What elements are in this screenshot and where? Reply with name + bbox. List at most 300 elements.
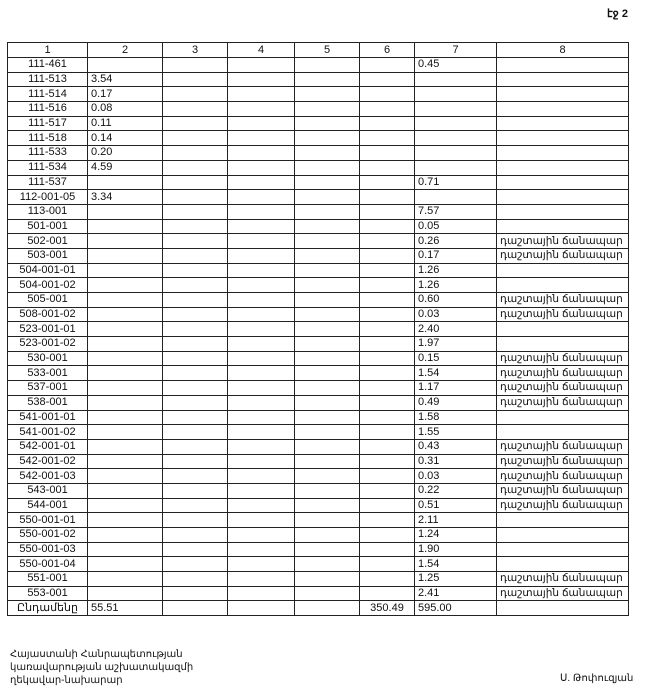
cell-c3	[163, 278, 228, 293]
cell-c5	[295, 381, 360, 396]
cell-c2	[88, 454, 163, 469]
cell-c2	[88, 307, 163, 322]
cell-c8	[497, 528, 629, 543]
cell-c1: 502-001	[8, 234, 88, 249]
cell-c5	[295, 469, 360, 484]
cell-c8	[497, 204, 629, 219]
cell-c5	[295, 425, 360, 440]
cell-c8	[497, 425, 629, 440]
cell-c1: 111-518	[8, 131, 88, 146]
signatory-line-1: Հայաստանի Հանրապետության	[10, 649, 183, 660]
cell-c7: 1.26	[415, 263, 497, 278]
cell-c5	[295, 395, 360, 410]
cell-c2: 0.20	[88, 146, 163, 161]
table-row	[8, 263, 629, 278]
cell-c8	[497, 542, 629, 557]
cell-c5	[295, 293, 360, 308]
cell-c8: դաշտային ճանապար	[497, 351, 629, 366]
cell-c3	[163, 175, 228, 190]
cell-c6	[360, 248, 415, 263]
cell-c3	[163, 425, 228, 440]
cell-c3	[163, 190, 228, 205]
table-row	[8, 87, 629, 102]
table-row	[8, 116, 629, 131]
cell-c1: 111-534	[8, 160, 88, 175]
cell-c6	[360, 586, 415, 601]
cell-c1: 504-001-01	[8, 263, 88, 278]
cell-c7: 1.58	[415, 410, 497, 425]
table-row	[8, 58, 629, 73]
table-row	[8, 278, 629, 293]
cell-c5	[295, 513, 360, 528]
cell-c7	[415, 102, 497, 117]
cell-c5	[295, 263, 360, 278]
cell-c2	[88, 395, 163, 410]
cell-c1: 542-001-01	[8, 439, 88, 454]
cell-c7: 0.26	[415, 234, 497, 249]
table-row	[8, 351, 629, 366]
table-row	[8, 102, 629, 117]
cell-c1: 551-001	[8, 572, 88, 587]
cell-c2	[88, 248, 163, 263]
cell-c8	[497, 513, 629, 528]
cell-c6	[360, 498, 415, 513]
cell-c3	[163, 116, 228, 131]
table-row	[8, 542, 629, 557]
cell-c6	[360, 542, 415, 557]
cell-c3	[163, 483, 228, 498]
table-row	[8, 175, 629, 190]
column-header-5: 5	[295, 43, 360, 58]
cell-c3	[163, 307, 228, 322]
cell-c3	[163, 72, 228, 87]
header-row	[8, 43, 629, 58]
cell-c2	[88, 293, 163, 308]
cell-c6	[360, 410, 415, 425]
cell-c1: 111-516	[8, 102, 88, 117]
cell-c5	[295, 542, 360, 557]
cell-c3	[163, 87, 228, 102]
table-row	[8, 248, 629, 263]
cell-c3	[163, 366, 228, 381]
table-row	[8, 439, 629, 454]
cell-c4	[228, 410, 295, 425]
cell-c6	[360, 263, 415, 278]
cell-c8: դաշտային ճանապար	[497, 293, 629, 308]
cell-c6	[360, 513, 415, 528]
table-row	[8, 454, 629, 469]
cell-c5	[295, 528, 360, 543]
cell-c1: 111-537	[8, 175, 88, 190]
cell-c7: 1.17	[415, 381, 497, 396]
cell-c8: դաշտային ճանապար	[497, 366, 629, 381]
cell-c4	[228, 219, 295, 234]
cell-c4	[228, 131, 295, 146]
cell-c2: 4.59	[88, 160, 163, 175]
cell-c6: 350.49	[360, 601, 415, 616]
cell-c5	[295, 190, 360, 205]
cell-c6	[360, 219, 415, 234]
cell-c3	[163, 293, 228, 308]
column-header-4: 4	[228, 43, 295, 58]
cell-c2	[88, 175, 163, 190]
cell-c2	[88, 513, 163, 528]
cell-c4	[228, 234, 295, 249]
cell-c8	[497, 278, 629, 293]
cell-c4	[228, 58, 295, 73]
cell-c8	[497, 175, 629, 190]
cell-c6	[360, 204, 415, 219]
cell-c8	[497, 131, 629, 146]
cell-c4	[228, 395, 295, 410]
cell-c6	[360, 439, 415, 454]
cell-c4	[228, 102, 295, 117]
cell-c8	[497, 190, 629, 205]
table-row	[8, 395, 629, 410]
cell-c1: Ընդամենը	[8, 601, 88, 616]
cell-c1: 530-001	[8, 351, 88, 366]
cell-c2	[88, 586, 163, 601]
cell-c6	[360, 572, 415, 587]
cell-c7	[415, 146, 497, 161]
table-row	[8, 410, 629, 425]
land-table	[7, 42, 629, 616]
cell-c5	[295, 322, 360, 337]
cell-c4	[228, 425, 295, 440]
cell-c8: դաշտային ճանապար	[497, 248, 629, 263]
cell-c4	[228, 586, 295, 601]
cell-c2	[88, 204, 163, 219]
table-row	[8, 337, 629, 352]
cell-c5	[295, 160, 360, 175]
cell-c7: 0.03	[415, 469, 497, 484]
cell-c7: 0.22	[415, 483, 497, 498]
cell-c8	[497, 322, 629, 337]
cell-c6	[360, 454, 415, 469]
cell-c6	[360, 234, 415, 249]
cell-c7: 595.00	[415, 601, 497, 616]
cell-c4	[228, 116, 295, 131]
table-row	[8, 234, 629, 249]
cell-c8: դաշտային ճանապար	[497, 395, 629, 410]
cell-c4	[228, 454, 295, 469]
table-row	[8, 146, 629, 161]
cell-c6	[360, 366, 415, 381]
cell-c1: 112-001-05	[8, 190, 88, 205]
column-header-2: 2	[88, 43, 163, 58]
cell-c4	[228, 278, 295, 293]
cell-c4	[228, 190, 295, 205]
cell-c2	[88, 557, 163, 572]
table-row	[8, 513, 629, 528]
cell-c1: 111-514	[8, 87, 88, 102]
cell-c6	[360, 278, 415, 293]
cell-c7: 1.26	[415, 278, 497, 293]
cell-c3	[163, 410, 228, 425]
cell-c8: դաշտային ճանապար	[497, 586, 629, 601]
cell-c3	[163, 102, 228, 117]
cell-c5	[295, 572, 360, 587]
cell-c3	[163, 542, 228, 557]
cell-c8	[497, 72, 629, 87]
cell-c1: 111-533	[8, 146, 88, 161]
cell-c1: 113-001	[8, 204, 88, 219]
cell-c2	[88, 337, 163, 352]
cell-c2: 0.11	[88, 116, 163, 131]
cell-c5	[295, 175, 360, 190]
cell-c8	[497, 87, 629, 102]
cell-c1: 111-461	[8, 58, 88, 73]
cell-c1: 550-001-01	[8, 513, 88, 528]
cell-c6	[360, 425, 415, 440]
cell-c8	[497, 337, 629, 352]
cell-c5	[295, 601, 360, 616]
cell-c5	[295, 58, 360, 73]
cell-c2: 3.54	[88, 72, 163, 87]
cell-c1: 544-001	[8, 498, 88, 513]
cell-c5	[295, 366, 360, 381]
cell-c2: 0.08	[88, 102, 163, 117]
cell-c4	[228, 498, 295, 513]
cell-c7: 1.55	[415, 425, 497, 440]
page-number: էջ 2	[607, 8, 628, 20]
cell-c5	[295, 351, 360, 366]
cell-c4	[228, 601, 295, 616]
cell-c2	[88, 410, 163, 425]
cell-c1: 523-001-02	[8, 337, 88, 352]
table-row	[8, 322, 629, 337]
cell-c4	[228, 381, 295, 396]
cell-c1: 550-001-04	[8, 557, 88, 572]
cell-c7: 2.41	[415, 586, 497, 601]
cell-c8	[497, 146, 629, 161]
signatory-line-2: կառավարության աշխատակազմի	[10, 662, 194, 673]
cell-c2	[88, 542, 163, 557]
cell-c4	[228, 175, 295, 190]
cell-c2	[88, 351, 163, 366]
cell-c7	[415, 87, 497, 102]
cell-c3	[163, 381, 228, 396]
cell-c3	[163, 160, 228, 175]
cell-c3	[163, 601, 228, 616]
cell-c6	[360, 483, 415, 498]
cell-c1: 537-001	[8, 381, 88, 396]
cell-c4	[228, 72, 295, 87]
cell-c3	[163, 58, 228, 73]
cell-c3	[163, 557, 228, 572]
table-row	[8, 293, 629, 308]
cell-c5	[295, 87, 360, 102]
cell-c5	[295, 278, 360, 293]
cell-c8	[497, 601, 629, 616]
cell-c1: 542-001-03	[8, 469, 88, 484]
cell-c2	[88, 58, 163, 73]
column-header-7: 7	[415, 43, 497, 58]
cell-c6	[360, 160, 415, 175]
cell-c7: 0.51	[415, 498, 497, 513]
cell-c8	[497, 58, 629, 73]
cell-c6	[360, 307, 415, 322]
cell-c3	[163, 513, 228, 528]
cell-c1: 505-001	[8, 293, 88, 308]
cell-c6	[360, 58, 415, 73]
cell-c1: 543-001	[8, 483, 88, 498]
cell-c2: 3.34	[88, 190, 163, 205]
cell-c7: 0.05	[415, 219, 497, 234]
cell-c4	[228, 542, 295, 557]
table-row	[8, 204, 629, 219]
cell-c5	[295, 586, 360, 601]
table-row	[8, 483, 629, 498]
column-header-8: 8	[497, 43, 629, 58]
table-row	[8, 381, 629, 396]
cell-c4	[228, 307, 295, 322]
cell-c1: 501-001	[8, 219, 88, 234]
cell-c2	[88, 366, 163, 381]
cell-c7: 2.11	[415, 513, 497, 528]
cell-c7: 1.24	[415, 528, 497, 543]
cell-c7: 1.25	[415, 572, 497, 587]
cell-c5	[295, 454, 360, 469]
cell-c5	[295, 410, 360, 425]
cell-c8: դաշտային ճանապար	[497, 381, 629, 396]
cell-c5	[295, 102, 360, 117]
cell-c7: 1.97	[415, 337, 497, 352]
cell-c2: 0.14	[88, 131, 163, 146]
cell-c7: 0.03	[415, 307, 497, 322]
signatory-name: Ս. Թոփուզյան	[560, 673, 634, 684]
cell-c6	[360, 190, 415, 205]
cell-c2	[88, 469, 163, 484]
cell-c6	[360, 175, 415, 190]
cell-c1: 523-001-01	[8, 322, 88, 337]
cell-c7: 0.49	[415, 395, 497, 410]
cell-c3	[163, 219, 228, 234]
cell-c4	[228, 87, 295, 102]
cell-c3	[163, 234, 228, 249]
cell-c7	[415, 116, 497, 131]
cell-c5	[295, 557, 360, 572]
table-row	[8, 557, 629, 572]
cell-c2	[88, 498, 163, 513]
cell-c4	[228, 469, 295, 484]
table-row	[8, 160, 629, 175]
cell-c6	[360, 102, 415, 117]
table-row	[8, 425, 629, 440]
cell-c4	[228, 572, 295, 587]
table-body	[8, 58, 629, 616]
table-row	[8, 131, 629, 146]
cell-c2	[88, 278, 163, 293]
cell-c6	[360, 146, 415, 161]
cell-c2	[88, 219, 163, 234]
cell-c6	[360, 116, 415, 131]
cell-c7	[415, 160, 497, 175]
cell-c8: դաշտային ճանապար	[497, 454, 629, 469]
cell-c2	[88, 234, 163, 249]
table-row	[8, 586, 629, 601]
cell-c2	[88, 572, 163, 587]
cell-c7: 0.45	[415, 58, 497, 73]
cell-c7	[415, 190, 497, 205]
cell-c5	[295, 204, 360, 219]
cell-c4	[228, 146, 295, 161]
cell-c5	[295, 248, 360, 263]
cell-c8: դաշտային ճանապար	[497, 483, 629, 498]
cell-c3	[163, 572, 228, 587]
cell-c7: 0.60	[415, 293, 497, 308]
cell-c7: 0.71	[415, 175, 497, 190]
cell-c1: 538-001	[8, 395, 88, 410]
cell-c5	[295, 307, 360, 322]
cell-c5	[295, 146, 360, 161]
cell-c7: 0.15	[415, 351, 497, 366]
cell-c6	[360, 72, 415, 87]
cell-c6	[360, 131, 415, 146]
cell-c3	[163, 322, 228, 337]
table-row	[8, 190, 629, 205]
cell-c4	[228, 160, 295, 175]
table-row	[8, 469, 629, 484]
cell-c5	[295, 131, 360, 146]
cell-c4	[228, 322, 295, 337]
cell-c2: 0.17	[88, 87, 163, 102]
cell-c4	[228, 248, 295, 263]
cell-c7: 1.90	[415, 542, 497, 557]
cell-c2	[88, 381, 163, 396]
cell-c7	[415, 72, 497, 87]
cell-c4	[228, 263, 295, 278]
cell-c3	[163, 439, 228, 454]
cell-c3	[163, 263, 228, 278]
cell-c3	[163, 498, 228, 513]
cell-c5	[295, 498, 360, 513]
cell-c6	[360, 557, 415, 572]
cell-c1: 541-001-02	[8, 425, 88, 440]
cell-c4	[228, 557, 295, 572]
cell-c1: 503-001	[8, 248, 88, 263]
cell-c3	[163, 146, 228, 161]
column-header-6: 6	[360, 43, 415, 58]
cell-c4	[228, 337, 295, 352]
cell-c7: 7.57	[415, 204, 497, 219]
table-row	[8, 528, 629, 543]
cell-c6	[360, 381, 415, 396]
cell-c2	[88, 322, 163, 337]
cell-c8: դաշտային ճանապար	[497, 572, 629, 587]
cell-c4	[228, 513, 295, 528]
cell-c7: 0.31	[415, 454, 497, 469]
cell-c3	[163, 337, 228, 352]
table-row	[8, 601, 629, 616]
cell-c7: 1.54	[415, 557, 497, 572]
cell-c1: 508-001-02	[8, 307, 88, 322]
cell-c1: 550-001-03	[8, 542, 88, 557]
cell-c6	[360, 528, 415, 543]
cell-c7: 2.40	[415, 322, 497, 337]
cell-c5	[295, 72, 360, 87]
table-row	[8, 366, 629, 381]
cell-c4	[228, 366, 295, 381]
cell-c8: դաշտային ճանապար	[497, 498, 629, 513]
cell-c7: 0.17	[415, 248, 497, 263]
cell-c5	[295, 337, 360, 352]
cell-c2: 55.51	[88, 601, 163, 616]
table-row	[8, 72, 629, 87]
cell-c8	[497, 160, 629, 175]
signatory-line-3: ղեկավար-նախարար	[10, 675, 123, 686]
cell-c4	[228, 528, 295, 543]
